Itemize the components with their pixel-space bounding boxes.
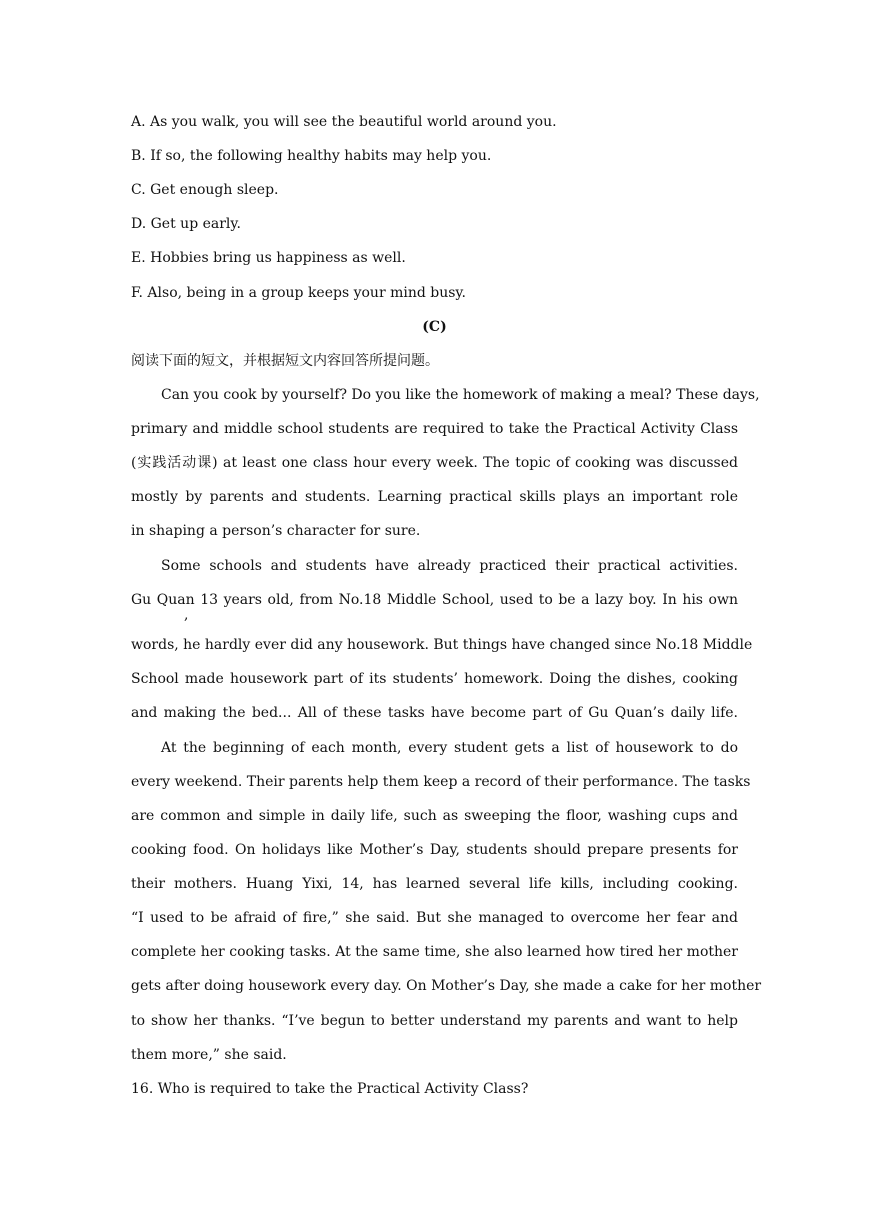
paragraph-3-line-3: are common and simple in daily life, such as sweeping the floor, washing cups and (131, 808, 738, 824)
paragraph-2-line-3: words, he hardly ever did any housework. But things have changed since No.18 Middle (131, 637, 753, 653)
paragraph-3-line-7: complete her cooking tasks. At the same time, she also learned how tired her mother (131, 944, 738, 960)
option-c: C. Get enough sleep. (131, 182, 279, 198)
paragraph-3-line-4: cooking food. On holidays like Mother’s Day, students should prepare presents for (131, 842, 738, 858)
paragraph-3-line-8: gets after doing housework every day. On Mother’s Day, she made a cake for her mother (131, 978, 762, 994)
paragraph-1-line-4: mostly by parents and students. Learning practical skills plays an important role (131, 489, 738, 505)
option-b: B. If so, the following healthy habits may help you. (131, 148, 492, 164)
paragraph-1-line-3: (实践活动课) at least one class hour every week. The topic of cooking was discussed (131, 455, 738, 471)
paragraph-2-line-2: Gu Quan 13 years old, from No.18 Middle School, used to be a lazy boy. In his own (131, 592, 738, 608)
paragraph-3-line-6: “I used to be afraid of fire,” she said. But she managed to overcome her fear and (131, 910, 738, 926)
paragraph-3-line-10: them more,” she said. (131, 1047, 287, 1063)
paragraph-3-line-5: their mothers. Huang Yixi, 14, has learned several life kills, including cooking. (131, 876, 738, 892)
question-16: 16. Who is required to take the Practical Activity Class? (131, 1081, 529, 1097)
paragraph-2-line-1: Some schools and students have already practiced their practical activities. (161, 558, 738, 574)
paragraph-1-line-5: in shaping a person’s character for sure. (131, 523, 421, 539)
paragraph-2-line-5: and making the bed... All of these tasks have become part of Gu Quan’s daily life. (131, 705, 738, 721)
option-e: E. Hobbies bring us happiness as well. (131, 250, 406, 266)
option-a: A. As you walk, you will see the beautiful world around you. (131, 114, 557, 130)
option-f: F. Also, being in a group keeps your mind busy. (131, 285, 466, 301)
misplaced-comma: , (184, 607, 189, 623)
paragraph-3-line-1: At the beginning of each month, every student gets a list of housework to do (161, 740, 738, 756)
paragraph-2-line-4: School made housework part of its students’ homework. Doing the dishes, cooking (131, 671, 738, 687)
paragraph-3-line-2: every weekend. Their parents help them keep a record of their performance. The tasks (131, 774, 751, 790)
section-instruction: 阅读下面的短文，并根据短文内容回答所提问题。 (131, 353, 439, 369)
paragraph-3-line-9: to show her thanks. “I’ve begun to better understand my parents and want to help (131, 1013, 738, 1029)
paragraph-1-line-2: primary and middle school students are required to take the Practical Activity Class (131, 421, 738, 437)
option-d: D. Get up early. (131, 216, 241, 232)
section-title: (C) (422, 319, 447, 335)
paragraph-1-line-1: Can you cook by yourself? Do you like the homework of making a meal? These days, (161, 387, 760, 403)
